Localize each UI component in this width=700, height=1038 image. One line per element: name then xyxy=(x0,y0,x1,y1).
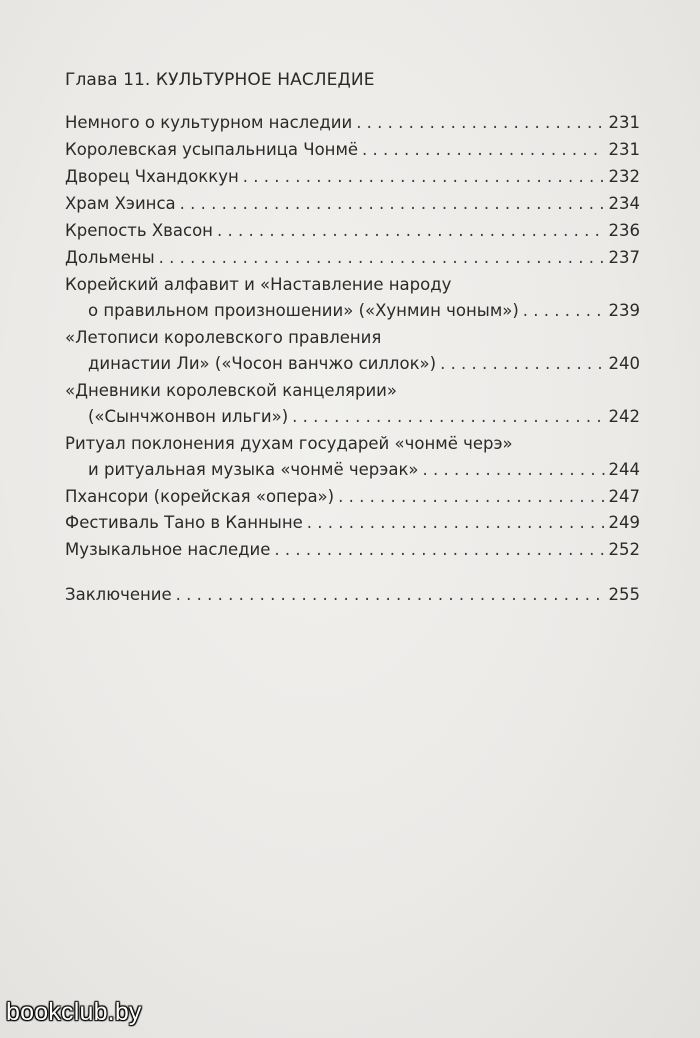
toc-entry-title-line1: «Дневники королевской канцелярии» xyxy=(65,381,397,400)
dot-leader xyxy=(176,585,605,605)
dot-leader xyxy=(440,354,604,374)
toc-entry-title: Пхансори (корейская «опера») xyxy=(65,487,335,506)
toc-entry xyxy=(65,248,640,268)
toc-entry-page: 236 xyxy=(608,221,640,240)
dot-leader xyxy=(217,221,605,241)
toc-entry-title: Немного о культурном наследии xyxy=(65,113,353,132)
toc-entry xyxy=(65,221,640,241)
toc-entry xyxy=(88,407,640,427)
toc-entry-title: Королевская усыпальница Чонмё xyxy=(65,140,359,159)
toc-entry-title: Крепость Хвасон xyxy=(65,221,213,240)
toc-entry-page: 240 xyxy=(608,354,640,373)
toc-entry-page: 234 xyxy=(608,194,640,213)
toc-entry-title: Храм Хэинса xyxy=(65,194,176,213)
toc-entry-title-line2: и ритуальная музыка «чонмё черэак» xyxy=(88,460,419,479)
toc-entry xyxy=(88,354,640,374)
dot-leader xyxy=(180,194,605,214)
toc-entry-title-line1: Корейский алфавит и «Наставление народу xyxy=(65,275,452,294)
toc-entry-title-line1: Ритуал поклонения духам государей «чонмё черэ» xyxy=(65,434,513,453)
toc-entry-page: 232 xyxy=(608,167,640,186)
dot-leader xyxy=(274,540,604,560)
toc-entry-title: Фестиваль Тано в Канныне xyxy=(65,513,303,532)
toc-entry-title: Дольмены xyxy=(65,248,155,267)
watermark-logo: bookclub.by xyxy=(6,998,142,1026)
dot-leader xyxy=(292,407,604,427)
toc-entry-page: 244 xyxy=(608,460,640,479)
toc-entry-page: 242 xyxy=(608,407,640,426)
dot-leader xyxy=(362,140,604,160)
dot-leader xyxy=(159,248,605,268)
toc-entry-page: 231 xyxy=(608,140,640,159)
dot-leader xyxy=(307,513,605,533)
toc-entry-title: Дворец Чхандоккун xyxy=(65,167,239,186)
toc-entry xyxy=(65,167,640,187)
dot-leader xyxy=(243,167,605,187)
toc-entry-title-line2: о правильном произношении» («Хунмин чоным») xyxy=(88,301,519,320)
chapter-title: Глава 11. КУЛЬТУРНОЕ НАСЛЕДИЕ xyxy=(65,70,375,90)
toc-entry-page: 255 xyxy=(608,585,640,604)
toc-entry xyxy=(88,301,640,321)
toc-entry-title-line2: династии Ли» («Чосон ванчжо силлок») xyxy=(88,354,437,373)
dot-leader xyxy=(338,487,604,507)
toc-entry xyxy=(65,140,640,160)
toc-entry xyxy=(65,513,640,533)
toc-entry-page: 252 xyxy=(608,540,640,559)
toc-entry-page: 247 xyxy=(608,487,640,506)
toc-entry-conclusion xyxy=(65,585,640,605)
toc-entry-page: 239 xyxy=(608,301,640,320)
dot-leader xyxy=(523,301,605,321)
toc-entry-page: 231 xyxy=(608,113,640,132)
toc-entry xyxy=(88,460,640,480)
toc-entry-title-line2: («Сынчжонвон ильги») xyxy=(88,407,289,426)
toc-entry xyxy=(65,487,640,507)
toc-entry-page: 249 xyxy=(608,513,640,532)
dot-leader xyxy=(356,113,604,133)
toc-entry xyxy=(65,194,640,214)
toc-entry-page: 237 xyxy=(608,248,640,267)
toc-entry xyxy=(65,113,640,133)
toc-entry-title-line1: «Летописи королевского правления xyxy=(65,328,382,347)
dot-leader xyxy=(423,460,605,480)
toc-entry-title: Музыкальное наследие xyxy=(65,540,271,559)
toc-entry xyxy=(65,540,640,560)
toc-entry-title: Заключение xyxy=(65,585,172,604)
